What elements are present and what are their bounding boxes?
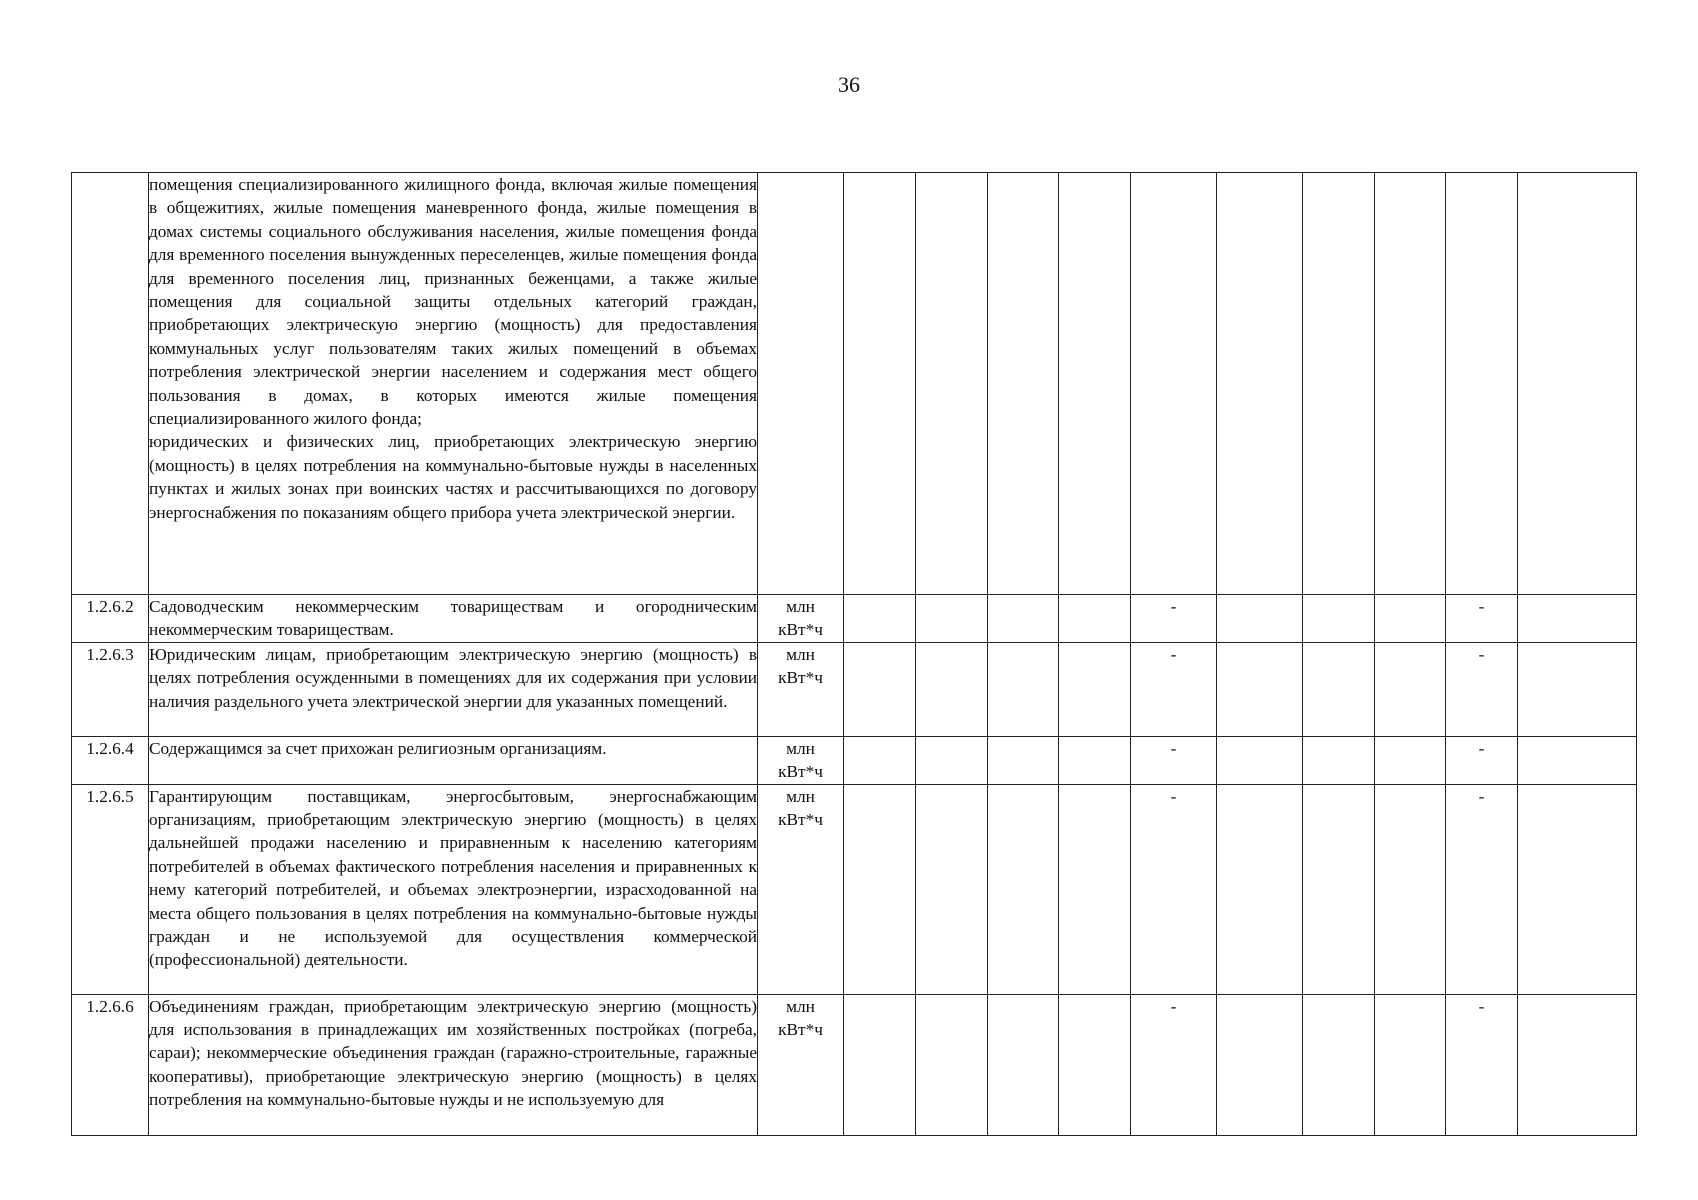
table-row [72, 173, 1637, 595]
value-cell [1303, 173, 1375, 595]
value-cell [1059, 173, 1131, 595]
unit-line: млн [786, 786, 815, 806]
value-cell [1303, 784, 1375, 994]
value-cell: - [1446, 994, 1518, 1135]
table-row [72, 784, 1637, 994]
row-number: 1.2.6.3 [72, 642, 149, 736]
unit-cell [758, 736, 844, 784]
unit-line: млн [786, 597, 815, 616]
value-cell [1303, 736, 1375, 784]
value-cell [916, 994, 988, 1135]
value-cell: - [1131, 736, 1217, 784]
value-cell [988, 595, 1059, 643]
value-cell [1303, 994, 1375, 1135]
value-cell [988, 784, 1059, 994]
description-paragraph: Садоводческим некоммерческим товариществам и огородническим некоммерческим товариществам. [149, 597, 757, 640]
value-cell [1518, 994, 1637, 1135]
data-table [71, 172, 1637, 1136]
unit-cell [758, 595, 844, 643]
value-cell [988, 173, 1059, 595]
unit-line: млн [786, 996, 815, 1016]
description-paragraph: Гарантирующим поставщикам, энергосбытовым, энергоснабжающим организациям, приобретающим электрическую энергию (мощность) в целях дальнейшей продажи населению и приравненным к населению категориям потребителей в объемах фактического потребления населения и приравненных к нему категорий потребителей, и объемах электроэнергии, израсходованной на места общего пользования в целях потребления на коммунально-бытовые нужды граждан и не используемой для осуществления коммерческой (профессиональной) деятельности. [149, 786, 757, 970]
value-cell [916, 784, 988, 994]
value-cell [844, 595, 916, 643]
value-cell [1518, 736, 1637, 784]
unit-line: кВт*ч [778, 1020, 823, 1040]
row-description [149, 784, 758, 994]
value-cell: - [1131, 784, 1217, 994]
value-cell [844, 994, 916, 1135]
value-cell: - [1131, 595, 1217, 643]
value-cell [1375, 994, 1446, 1135]
row-description [149, 642, 758, 736]
unit-cell [758, 173, 844, 595]
value-cell [1518, 173, 1637, 595]
value-cell [1375, 784, 1446, 994]
value-cell [1518, 784, 1637, 994]
value-cell [916, 642, 988, 736]
value-cell [1217, 642, 1303, 736]
description-paragraph: помещения специализированного жилищного фонда, включая жилые помещения в общежитиях, жилые помещения маневренного фонда, жилые помещения в домах системы социального обслуживания населения, жилые помещения фонда для временного поселения вынужденных переселенцев, жилые помещения фонда для временного поселения лиц, признанных беженцами, а также жилые помещения для социальной защиты отдельных категорий граждан, приобретающих электрическую энергию (мощность) для предоставления коммунальных услуг пользователям таких жилых помещений в объемах потребления электрической энергии населением и содержания мест общего пользования в домах, в которых имеются жилые помещения специализированного жилого фонда; [149, 175, 757, 429]
row-description [149, 595, 758, 643]
row-number [72, 173, 149, 595]
value-cell [1518, 595, 1637, 643]
table-row [72, 642, 1637, 736]
value-cell [1303, 642, 1375, 736]
value-cell: - [1446, 736, 1518, 784]
value-cell [1059, 642, 1131, 736]
unit-line: кВт*ч [778, 762, 823, 782]
value-cell [844, 642, 916, 736]
value-cell [1217, 173, 1303, 595]
value-cell [988, 736, 1059, 784]
row-number: 1.2.6.2 [72, 595, 149, 643]
unit-cell [758, 994, 844, 1135]
value-cell [844, 173, 916, 595]
description-paragraph: Содержащимся за счет прихожан религиозным организациям. [149, 738, 607, 758]
value-cell [844, 736, 916, 784]
value-cell [1059, 736, 1131, 784]
value-cell [844, 784, 916, 994]
unit-line: кВт*ч [778, 668, 823, 688]
row-description [149, 736, 758, 784]
value-cell [1446, 173, 1518, 595]
row-number: 1.2.6.4 [72, 736, 149, 784]
row-description [149, 994, 758, 1135]
row-number: 1.2.6.6 [72, 994, 149, 1135]
value-cell [1375, 642, 1446, 736]
value-cell [1131, 173, 1217, 595]
table-row [72, 595, 1637, 643]
value-cell [1303, 595, 1375, 643]
value-cell [1375, 595, 1446, 643]
unit-line: млн [786, 644, 815, 664]
value-cell [1375, 173, 1446, 595]
unit-line: кВт*ч [778, 620, 823, 640]
page-number: 36 [838, 72, 860, 97]
unit-cell [758, 784, 844, 994]
table-row [72, 736, 1637, 784]
value-cell [1217, 736, 1303, 784]
description-paragraph: Объединениям граждан, приобретающим электрическую энергию (мощность) для использования в принадлежащих им хозяйственных постройках (погреба, сараи); некоммерческие объединения граждан (гаражно-строительные, гаражные кооперативы), приобретающие электрическую энергию (мощность) в целях потребления на коммунально-бытовые нужды и не используемую для [149, 996, 757, 1110]
value-cell: - [1446, 595, 1518, 643]
row-number: 1.2.6.5 [72, 784, 149, 994]
row-description [149, 173, 758, 595]
value-cell [916, 736, 988, 784]
value-cell [1217, 784, 1303, 994]
value-cell [1059, 784, 1131, 994]
value-cell: - [1131, 642, 1217, 736]
value-cell [1059, 994, 1131, 1135]
value-cell [916, 173, 988, 595]
value-cell [988, 994, 1059, 1135]
unit-line: млн [786, 738, 815, 758]
value-cell [1217, 595, 1303, 643]
description-paragraph: Юридическим лицам, приобретающим электрическую энергию (мощность) в целях потребления осужденными в помещениях для их содержания при условии наличия раздельного учета электрической энергии для указанных помещений. [149, 644, 757, 711]
value-cell [1217, 994, 1303, 1135]
unit-line: кВт*ч [778, 810, 823, 830]
value-cell [1518, 642, 1637, 736]
table-row [72, 994, 1637, 1135]
description-paragraph: юридических и физических лиц, приобретающих электрическую энергию (мощность) в целях потребления на коммунально-бытовые нужды в населенных пунктах и жилых зонах при воинских частях и рассчитывающихся по договору энергоснабжения по показаниям общего прибора учета электрической энергии. [149, 432, 757, 522]
value-cell: - [1131, 994, 1217, 1135]
value-cell [988, 642, 1059, 736]
value-cell [916, 595, 988, 643]
value-cell: - [1446, 642, 1518, 736]
value-cell: - [1446, 784, 1518, 994]
value-cell [1375, 736, 1446, 784]
value-cell [1059, 595, 1131, 643]
unit-cell [758, 642, 844, 736]
